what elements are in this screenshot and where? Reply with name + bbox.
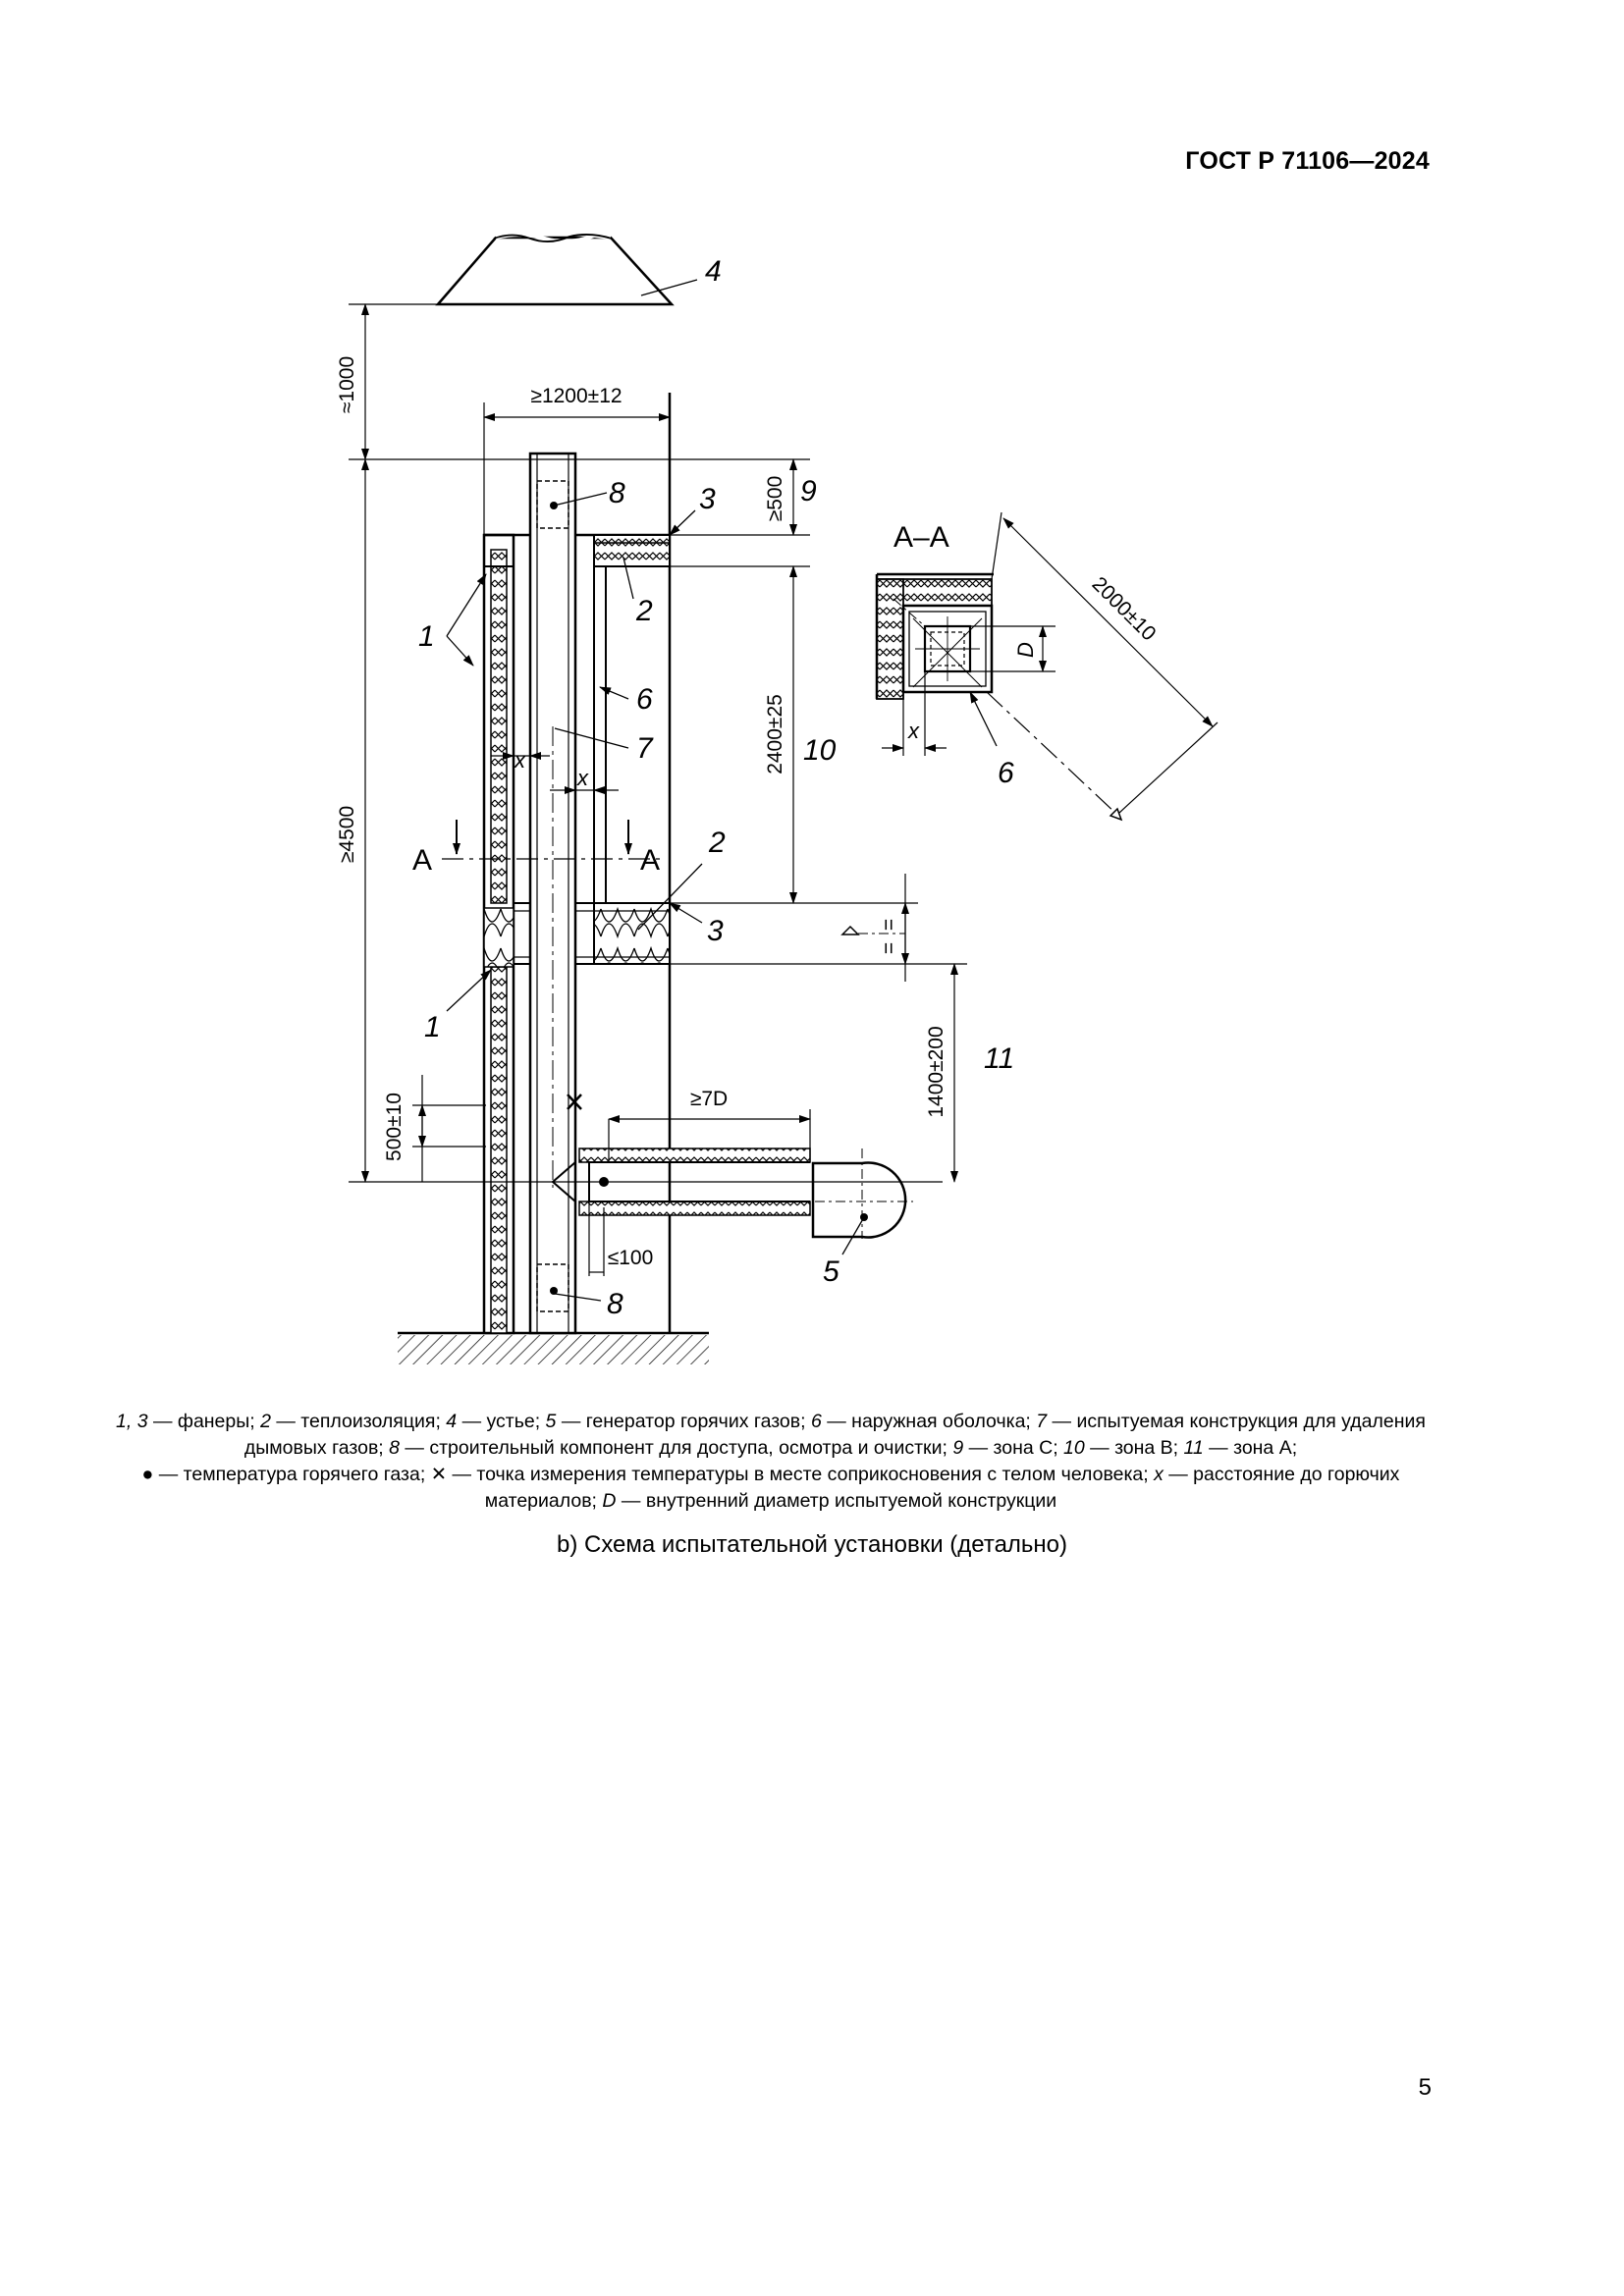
legend-text-13: — расстояние до горючих материалов; <box>484 1464 1400 1512</box>
left-wall <box>484 535 514 1333</box>
dimension-lines <box>349 304 967 1276</box>
dim-d: D <box>1013 642 1038 658</box>
callout-2-top: 2 <box>636 595 653 627</box>
ground-hatching <box>398 1333 709 1364</box>
hot-gas-dot-icon: ● <box>141 1464 154 1485</box>
legend-num-3: 4 <box>446 1411 458 1432</box>
callout-3-top: 3 <box>699 483 716 515</box>
dim-gap-100: ≤100 <box>607 1247 654 1269</box>
legend-num-14: D <box>602 1490 617 1512</box>
callout-9: 9 <box>800 475 817 507</box>
outlet-hood <box>438 235 672 304</box>
figure-caption: b) Схема испытательной установки (детально) <box>556 1531 1068 1558</box>
legend-text-3: — устье; <box>457 1411 546 1432</box>
callout-4: 4 <box>705 255 722 288</box>
dim-zone-a: 1400±200 <box>925 1026 947 1118</box>
legend-num-6: 7 <box>1036 1411 1048 1432</box>
callout-2-mid: 2 <box>709 827 726 859</box>
legend-num-13: x <box>1154 1464 1164 1485</box>
legend-num-4: 5 <box>545 1411 557 1432</box>
legend-text-4: — генератор горячих газов; <box>556 1411 811 1432</box>
legend-text-6: — испытуемая конструкция для удаления дымовых газов; <box>244 1411 1426 1459</box>
section-title: А–А <box>893 521 949 554</box>
page-number: 5 <box>1418 2074 1432 2101</box>
hot-gas-generator <box>813 1148 913 1239</box>
legend-num-9: 10 <box>1063 1437 1085 1459</box>
dim-inlet-height: 500±10 <box>383 1093 406 1161</box>
callout-8-bottom: 8 <box>607 1288 623 1320</box>
figure-legend <box>108 1409 1434 1515</box>
callout-6-section: 6 <box>998 757 1014 789</box>
callout-8-top: 8 <box>609 477 625 509</box>
legend-text-9: — зона В; <box>1084 1437 1184 1459</box>
legend-text-2: — теплоизоляция; <box>270 1411 447 1432</box>
legend-num-7: 8 <box>389 1437 400 1459</box>
section-a-left: А <box>412 844 433 877</box>
dim-eq-2: = <box>878 941 900 955</box>
dim-zone-b: 2400±25 <box>764 694 786 774</box>
legend-num-8: 9 <box>952 1437 964 1459</box>
section-a-right: А <box>640 844 661 877</box>
dim-width: ≥1200±12 <box>530 385 623 407</box>
x-label-left: x <box>514 748 525 773</box>
dim-top-gap: ≈1000 <box>336 355 358 414</box>
callout-7: 7 <box>636 732 653 765</box>
dim-eq-1: = <box>878 918 900 932</box>
legend-num-5: 6 <box>810 1411 822 1432</box>
x-label-section: x <box>908 719 919 743</box>
datum-triangle <box>842 927 858 934</box>
legend-text-11: — температура горячего газа; <box>153 1464 431 1485</box>
legend-text-7: — строительный компонент для доступа, осмотра и очистки; <box>400 1437 953 1459</box>
legend-text-12: — точка измерения температуры в месте соприкосновения с телом человека; <box>447 1464 1155 1485</box>
dim-zone-c: ≥500 <box>764 475 786 522</box>
legend-text-10: — зона А; <box>1203 1437 1298 1459</box>
dim-diagonal: 2000±10 <box>1087 572 1161 646</box>
callout-6: 6 <box>636 683 653 716</box>
callout-10: 10 <box>803 734 837 767</box>
legend-text-14: — внутренний диаметр испытуемой конструкции <box>616 1490 1057 1512</box>
callout-11: 11 <box>984 1042 1015 1075</box>
dim-flue-length: ≥7D <box>689 1088 729 1110</box>
contact-point-cross-icon: ✕ <box>430 1464 448 1485</box>
section-a-a-view <box>877 512 1218 820</box>
legend-num-10: 11 <box>1183 1437 1204 1459</box>
legend-text-8: — зона С; <box>963 1437 1064 1459</box>
legend-num-2: 2 <box>260 1411 271 1432</box>
top-cap <box>594 535 670 566</box>
callout-1-top: 1 <box>418 620 435 653</box>
x-label-right: x <box>577 766 588 790</box>
legend-num-1: 1, 3 <box>116 1411 148 1432</box>
standard-header: ГОСТ Р 71106—2024 <box>1185 147 1430 175</box>
callout-5: 5 <box>823 1255 839 1288</box>
legend-text-5: — наружная оболочка; <box>821 1411 1037 1432</box>
callout-1-bottom: 1 <box>424 1011 441 1043</box>
callout-3-mid: 3 <box>707 915 724 947</box>
legend-text-1: — фанеры; <box>147 1411 261 1432</box>
dim-total: ≥4500 <box>336 805 358 864</box>
